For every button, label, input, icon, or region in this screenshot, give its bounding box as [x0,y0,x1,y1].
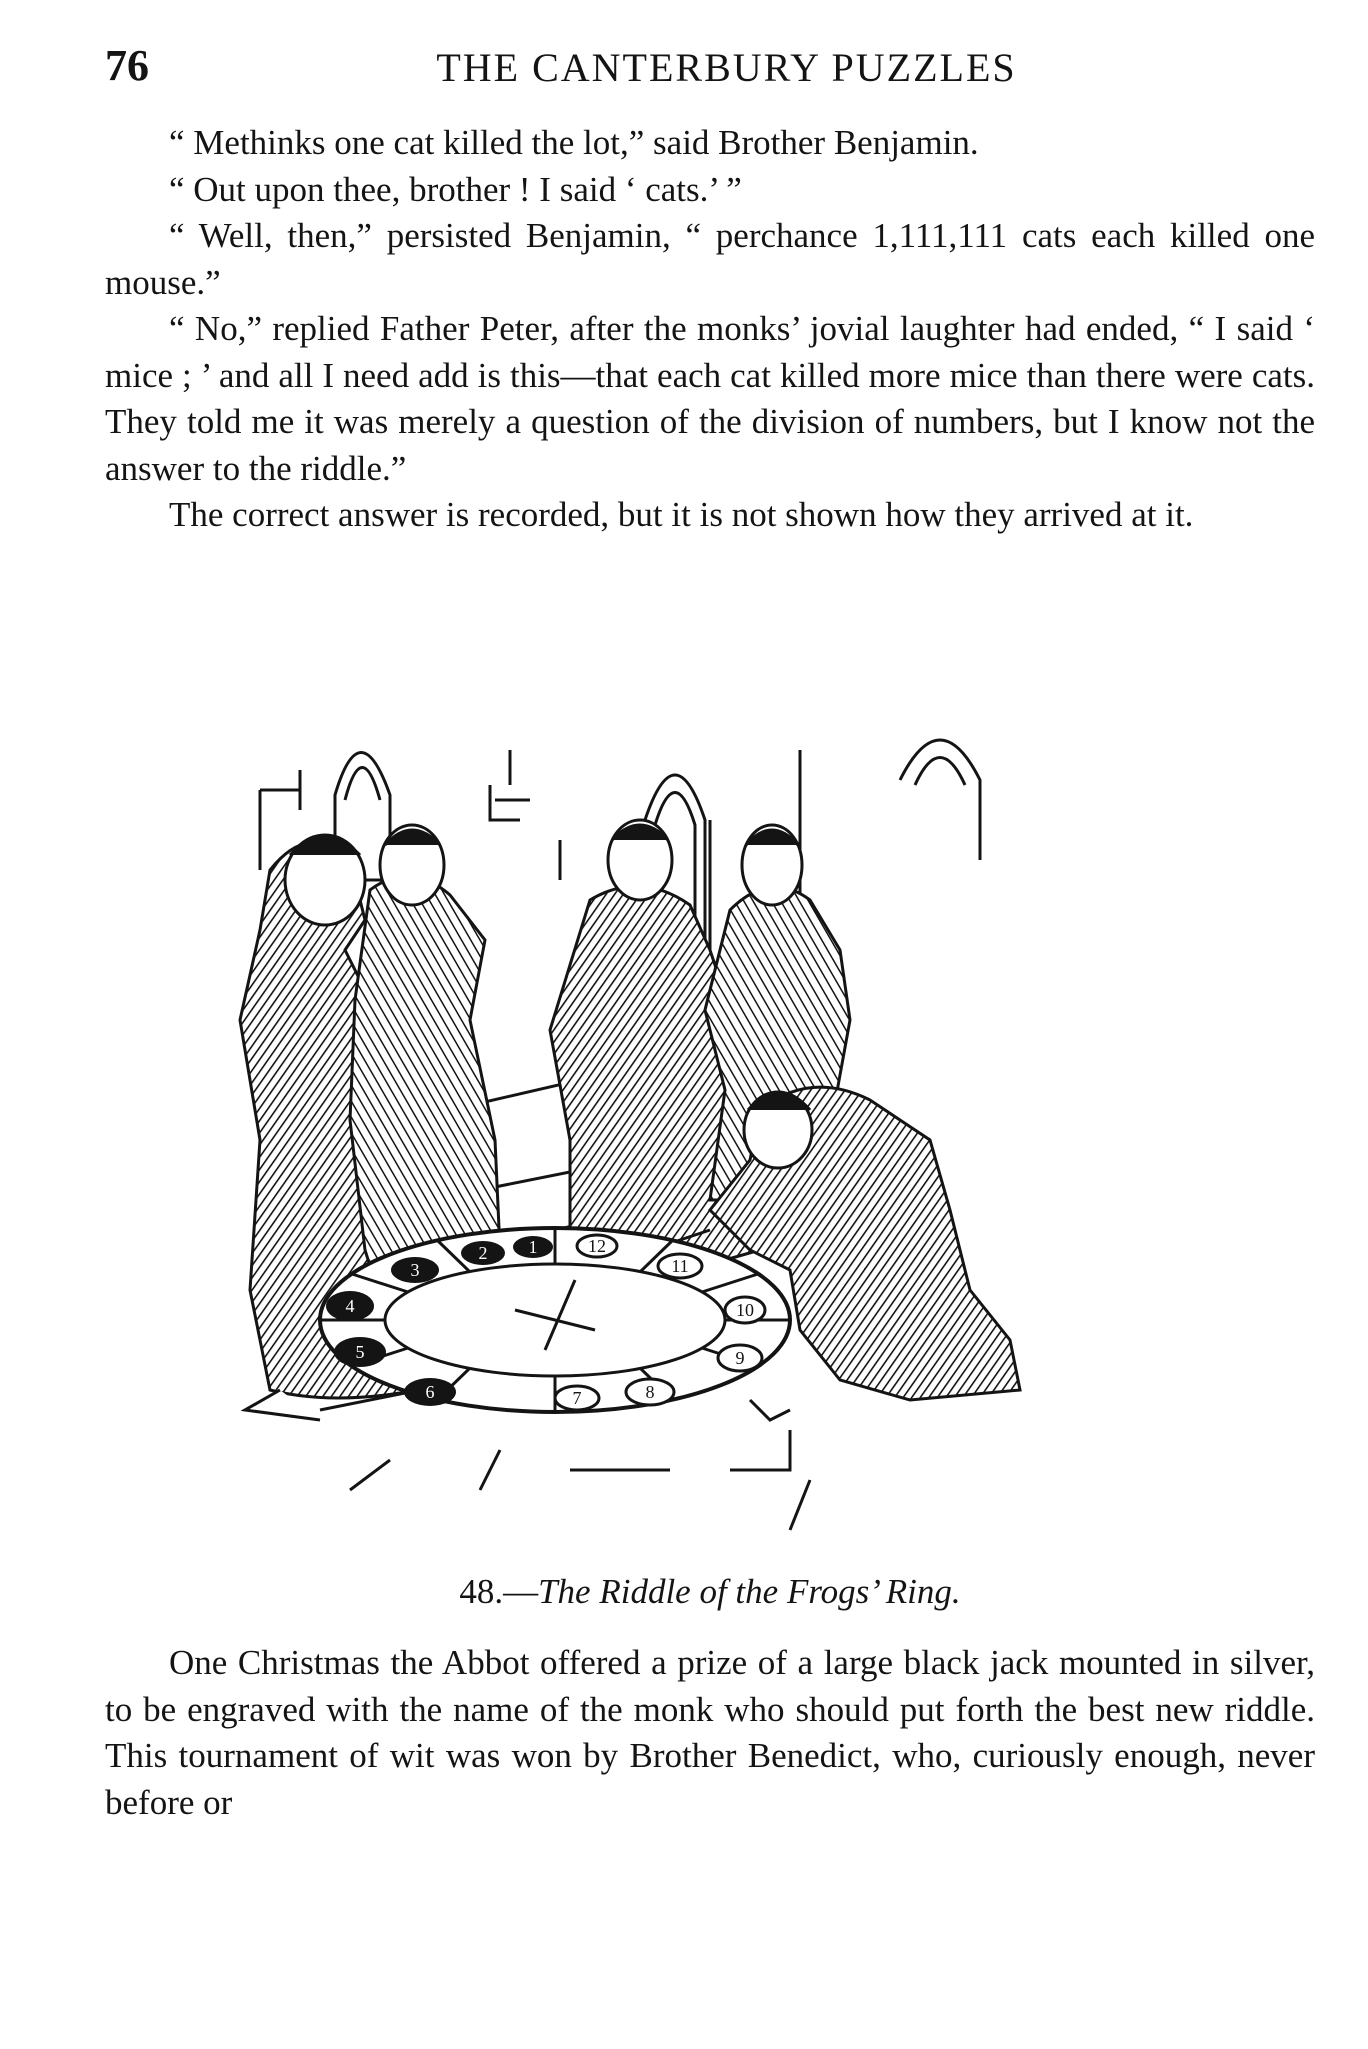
paragraph: “ Well, then,” persisted Benjamin, “ perchance 1,111,111 cats each killed one mouse.” [105,216,1315,302]
frog-number-3: 3 [410,1260,420,1280]
frog-number-7: 7 [572,1388,582,1408]
caption-number: 48.— [459,1572,539,1611]
frog-number-10: 10 [736,1300,754,1320]
bottom-text-block [105,1640,1315,1826]
paragraph: The correct answer is recorded, but it is not shown how they arrived at it. [169,495,1194,534]
paragraph: “ Methinks one cat killed the lot,” said Brother Benjamin. [169,123,979,162]
figure-caption [105,1572,1315,1612]
frog-number-5: 5 [355,1342,365,1362]
page-number: 76 [105,41,149,90]
frog-number-2: 2 [478,1243,488,1263]
paragraph: “ Out upon thee, brother ! I said ‘ cats.’ ” [169,169,742,209]
frogs-ring [320,1228,790,1412]
frog-number-12: 12 [588,1236,606,1256]
illustration-monks-frogs-ring [150,690,1240,1550]
frog-number-4: 4 [345,1296,355,1316]
caption-title: The Riddle of the Frogs’ Ring. [538,1572,961,1611]
frog-number-8: 8 [645,1382,655,1402]
paragraph: One Christmas the Abbot offered a prize of a large black jack mounted in silver, to be engraved with the name of the monk who should put forth the best new riddle. This tournament of wit was won by Brother Benedict, who, curiously enough, never before or [105,1643,1315,1822]
frog-number-6: 6 [425,1382,435,1402]
frog-number-1: 1 [528,1237,538,1257]
frog-number-9: 9 [735,1348,745,1368]
frog-number-11: 11 [671,1256,689,1276]
top-text-block [105,120,1315,539]
running-head: THE CANTERBURY PUZZLES [436,45,1017,90]
paragraph: “ No,” replied Father Peter, after the monks’ jovial laughter had ended, “ I said ‘ mice ; ’ and all I need add is this—that each cat killed more mice than there were cats. They told me it was merely a question of the division of numbers, but I know not the answer to the riddle.” [105,309,1315,488]
page-header [105,40,1308,100]
